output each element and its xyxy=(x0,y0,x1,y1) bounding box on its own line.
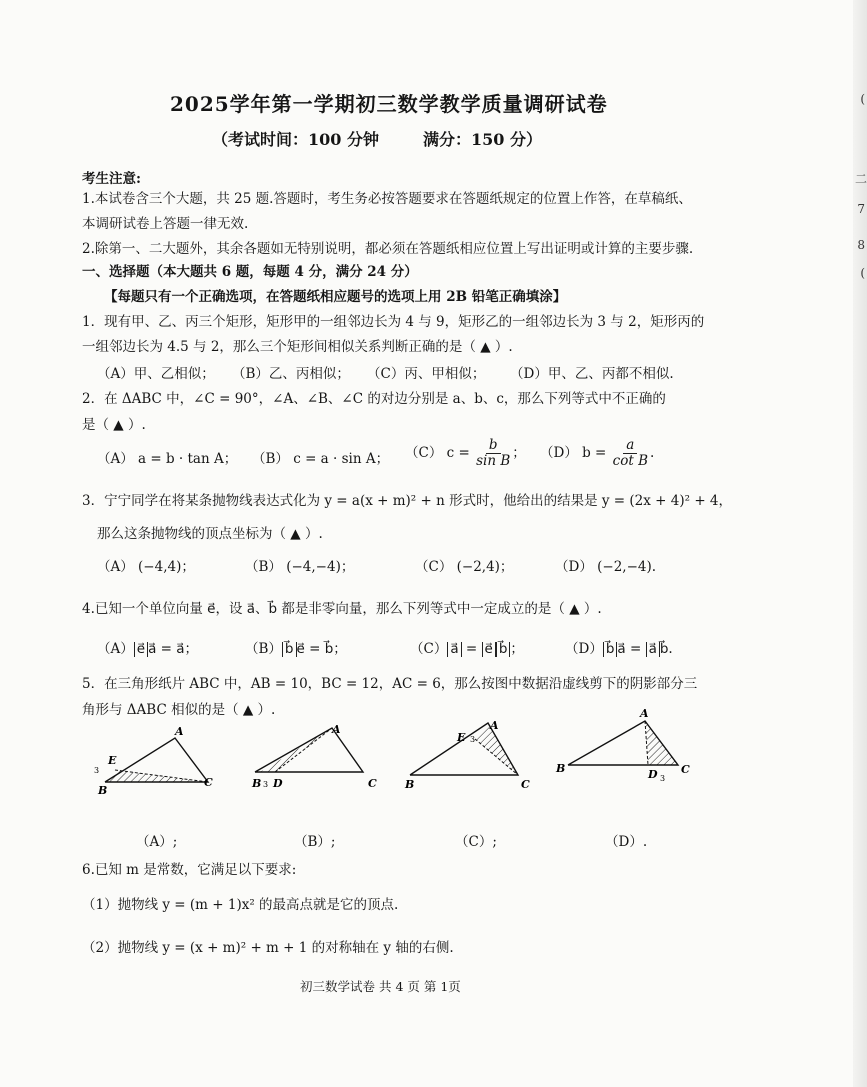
q4-option-a xyxy=(97,637,198,657)
q4-b-abs: b⃗ xyxy=(282,642,297,657)
label-a: A xyxy=(640,707,649,720)
edge-mark: 8 xyxy=(857,238,865,252)
q4-c-abs3: b⃗ xyxy=(496,642,511,657)
q5-figures xyxy=(80,705,720,810)
edge-mark: 7 xyxy=(857,202,865,216)
q3-option-d: （D） (−2,−4). xyxy=(555,559,657,575)
label-e: E xyxy=(108,754,117,767)
q4-c-abs2: e⃗ xyxy=(482,642,496,657)
q4-option-c xyxy=(410,637,524,657)
label-d: D xyxy=(273,777,283,790)
label-3: 3 xyxy=(470,735,476,744)
q2-option-c xyxy=(405,438,526,469)
q2-option-d xyxy=(540,438,654,469)
q1-option-c: （C）丙、甲相似； xyxy=(367,366,486,382)
q2-c-numerator: b xyxy=(486,438,501,454)
q6-text: 6.已知 m 是常数，它满足以下要求: xyxy=(82,862,297,878)
q2-option-b: （B） c = a · sin A； xyxy=(252,451,390,467)
edge-mark: ( xyxy=(860,266,865,280)
q2-c-denominator: sin B xyxy=(476,452,511,469)
q4-c-label: （C） xyxy=(410,641,448,657)
label-c: C xyxy=(681,763,690,776)
note-1-cont: 本调研试卷上答题一律无效. xyxy=(82,216,249,232)
q4-c-eq: = xyxy=(461,641,482,657)
q1-option-b: （B）乙、丙相似； xyxy=(232,366,350,382)
q2-d-denominator: cot B xyxy=(612,452,648,469)
q1-text: 1．现有甲、乙、丙三个矩形，矩形甲的一组邻边长为 4 与 9，矩形乙的一组邻边长为 3 与 2，矩形丙的 xyxy=(82,314,705,330)
section-heading: 一、选择题（本大题共 6 题，每题 4 分，满分 24 分） xyxy=(82,264,418,280)
q3-option-b: （B） (−4,−4)； xyxy=(245,559,355,575)
q4-b-label: （B） xyxy=(245,641,282,657)
edge-mark: ( xyxy=(860,92,865,106)
q5-caption-a: （A）; xyxy=(136,834,178,850)
q4-a-label: （A） xyxy=(97,641,134,657)
label-a: A xyxy=(332,723,341,736)
q2-d-numerator: a xyxy=(623,438,637,454)
exam-subtitle xyxy=(212,127,586,150)
q5-caption-d: （D）. xyxy=(605,834,648,850)
full-score: 满分：150 分） xyxy=(422,130,542,149)
label-b: B xyxy=(405,778,415,791)
q4-a-rest: a⃗ = a⃗； xyxy=(148,641,199,657)
q5-text: 5．在三角形纸片 ABC 中，AB = 10，BC = 12，AC = 6，那么按图中数据沿虚线剪下的阴影部分三 xyxy=(82,676,698,692)
notes-heading: 考生注意: xyxy=(82,171,141,187)
q5-text-cont: 角形与 ΔABC 相似的是（ ▲ ）. xyxy=(82,702,276,718)
q4-text: 4.已知一个单位向量 e⃗，设 a⃗、b⃗ 都是非零向量，那么下列等式中一定成立的是（ ▲ ）. xyxy=(82,601,602,617)
q2-option-d-end: . xyxy=(650,444,655,461)
exam-time: （考试时间：100 分钟 xyxy=(212,130,379,149)
q6-requirement-2: （2）抛物线 y = (x + m)² + m + 1 的对称轴在 y 轴的右侧. xyxy=(82,940,454,956)
q2-text: 2．在 ΔABC 中，∠C = 90°，∠A、∠B、∠C 的对边分别是 a、b、c，那么下列等式中不正确的 xyxy=(82,391,666,407)
q6-requirement-1: （1）抛物线 y = (m + 1)x² 的最高点就是它的顶点. xyxy=(82,897,399,913)
q4-d-mid: a⃗ = xyxy=(617,641,646,657)
note-2: 2.除第一、二大题外，其余各题如无特别说明，都必须在答题纸相应位置上写出证明或计算的主要步骤. xyxy=(82,241,694,257)
label-e: E xyxy=(457,731,466,744)
q4-option-b xyxy=(245,637,347,657)
q2-text-cont: 是（ ▲ ）. xyxy=(82,417,146,433)
q3-text: 3．宁宁同学在将某条抛物线表达式化为 y = a(x + m)² + n 形式时，他给出的结果是 y = (2x + 4)² + 4， xyxy=(82,493,733,509)
section-instruction: 【每题只有一个正确选项，在答题纸相应题号的选项上用 2B 铅笔正确填涂】 xyxy=(104,289,567,305)
q4-c-abs1: a⃗ xyxy=(447,642,461,657)
q1-option-d: （D）甲、乙、丙都不相似. xyxy=(510,366,674,382)
figure-b xyxy=(251,723,377,790)
label-c: C xyxy=(204,776,213,789)
figure-c xyxy=(404,719,530,791)
figure-a xyxy=(94,725,213,797)
q2-option-d-label: （D） b = xyxy=(540,444,607,461)
q4-d-label: （D） xyxy=(565,641,603,657)
label-c: C xyxy=(521,778,530,791)
label-c: C xyxy=(368,777,377,790)
label-a: A xyxy=(175,725,184,738)
q4-b-rest: e⃗ = b⃗； xyxy=(296,641,347,657)
q2-option-c-end: ； xyxy=(512,444,526,461)
q3-text-cont: 那么这条抛物线的顶点坐标为（ ▲ ）. xyxy=(97,526,323,542)
label-3: 3 xyxy=(263,780,269,789)
q5-caption-c: （C）; xyxy=(455,834,497,850)
label-b: B xyxy=(252,777,262,790)
label-a: A xyxy=(490,719,499,732)
q4-c-end: ； xyxy=(510,641,524,657)
label-3: 3 xyxy=(94,766,100,775)
q4-d-abs1: b⃗ xyxy=(603,642,618,657)
label-b: B xyxy=(98,784,108,797)
q4-option-d xyxy=(565,637,673,657)
figure-b-cut xyxy=(275,728,332,772)
exam-title: 2025学年第一学期初三数学教学质量调研试卷 xyxy=(170,92,608,116)
q2-option-c-fraction xyxy=(476,438,510,469)
label-b: B xyxy=(556,762,566,775)
q1-text-cont: 一组邻边长为 4.5 与 2，那么三个矩形间相似关系判断正确的是（ ▲ ）. xyxy=(82,339,513,355)
label-d: D xyxy=(648,768,658,781)
label-3: 3 xyxy=(660,774,666,783)
q3-option-c: （C） (−2,4)； xyxy=(415,559,514,575)
q4-d-end: b⃗. xyxy=(659,641,673,657)
q2-option-a: （A） a = b · tan A； xyxy=(97,451,238,467)
note-1: 1.本试卷含三个大题，共 25 题.答题时，考生务必按答题要求在答题纸规定的位置上作答，在草稿纸、 xyxy=(82,191,692,207)
edge-mark: 二 xyxy=(854,172,867,186)
q5-caption-b: （B）; xyxy=(294,834,336,850)
q4-d-abs2: a⃗ xyxy=(646,642,660,657)
q2-option-c-label: （C） c = xyxy=(405,444,470,461)
q1-option-a: （A）甲、乙相似； xyxy=(97,366,215,382)
q2-option-d-fraction xyxy=(613,438,648,469)
page-footer: 初三数学试卷 共 4 页 第 1页 xyxy=(300,979,461,994)
q3-option-a: （A） (−4,4)； xyxy=(97,559,195,575)
figure-d xyxy=(555,707,690,783)
next-page-edge xyxy=(853,0,867,1087)
q4-a-abs: e⃗ xyxy=(134,642,148,657)
